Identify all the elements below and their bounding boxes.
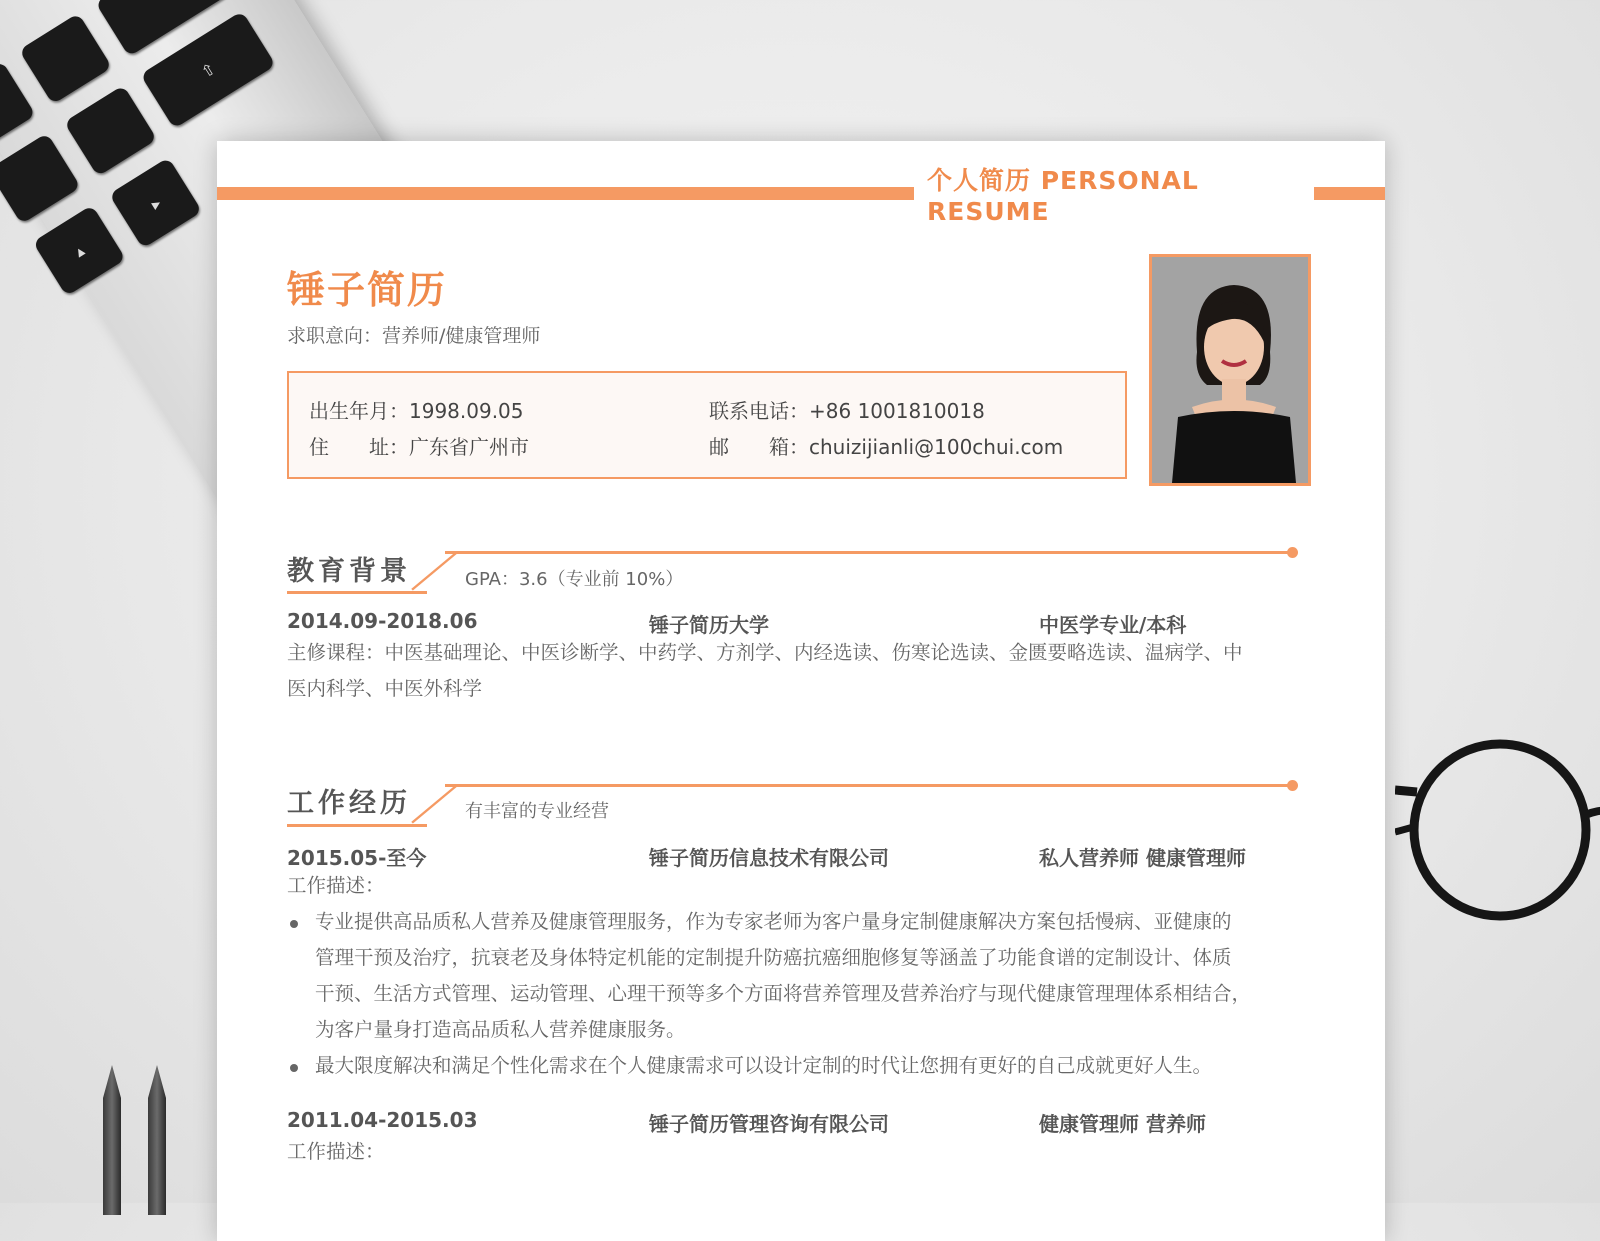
company-name: 锤子简历管理咨询有限公司 [649,1112,889,1136]
section-rule [445,551,1291,554]
profile-photo [1149,254,1311,486]
section-rule-dot [1287,780,1298,791]
pencil [103,1065,121,1215]
phone-number: 联系电话：+86 1001810018 [709,399,985,423]
section-title-work: 工作经历 [287,788,411,819]
glasses [1395,720,1600,940]
section-slant-line [411,785,457,824]
work-desc-line: 专业提供高品质私人营养及健康管理服务，作为专家老师为客户量身定制健康解决方案包括慢病、亚健康的 [315,910,1232,933]
section-rule [445,784,1291,787]
job-intent: 求职意向：营养师/健康管理师 [287,325,541,347]
arrow-key: ▸ [109,157,202,248]
bullet-point [290,920,298,928]
keyboard-key [0,133,81,224]
pencil [148,1065,166,1215]
company-name: 锤子简历信息技术有限公司 [649,846,889,870]
work-desc-line: 为客户量身打造高品质私人营养健康服务。 [315,1018,686,1041]
work-desc-line: 最大限度解决和满足个性化需求在个人健康需求可以设计定制的时代让您拥有更好的自己成就更好人生。 [315,1054,1213,1077]
work-desc-line: 管理干预及治疗，抗衰老及身体特定机能的定制提升防癌抗癌细胞修复等涵盖了功能食谱的定制设计、体质 [315,946,1232,969]
bullet-point [290,1064,298,1072]
job-period: 2011.04-2015.03 [287,1108,478,1132]
gpa-subtitle: GPA：3.6（专业前 10%） [465,569,684,590]
candidate-name: 锤子简历 [287,268,448,312]
courses-line: 主修课程：中医基础理论、中医诊断学、中药学、方剂学、内经选读、伤寒论选读、金匮要略选读、温病学、中 [287,641,1243,664]
address: 住 址：广东省广州市 [309,435,529,459]
resume-header-title: 个人简历 PERSONAL RESUME [927,165,1199,226]
header-bar-right [1314,187,1385,200]
resume-page [217,141,1385,1241]
keyboard-key [0,61,36,152]
section-underline [287,591,427,594]
section-rule-dot [1287,547,1298,558]
job-role: 私人营养师 健康管理师 [1039,846,1246,870]
school-name: 锤子简历大学 [649,613,769,637]
work-subtitle: 有丰富的专业经营 [465,801,609,822]
work-desc-label: 工作描述： [287,1140,385,1163]
work-desc-line: 干预、生活方式管理、运动管理、心理干预等多个方面将营养管理及营养治疗与现代健康管理理体系相结合， [315,982,1252,1005]
portrait-image [1152,257,1308,483]
keyboard-key [64,85,157,176]
section-slant-line [411,552,457,591]
shift-key: ⇧ [140,11,276,129]
contact-info-box [287,371,1127,479]
job-role: 健康管理师 营养师 [1039,1112,1206,1136]
work-desc-label: 工作描述： [287,874,385,897]
education-period: 2014.09-2018.06 [287,609,478,633]
arrow-key: ▴ [33,205,126,296]
job-period: 2015.05-至今 [287,846,427,870]
birth-date: 出生年月：1998.09.05 [309,399,524,423]
section-underline [287,824,427,827]
header-bar-left [217,187,914,200]
email-address: 邮 箱：chuizijianli@100chui.com [709,435,1064,459]
major-degree: 中医学专业/本科 [1039,613,1187,637]
courses-line: 医内科学、中医外科学 [287,677,483,700]
section-title-education: 教育背景 [287,556,411,587]
keyboard-key [19,13,112,104]
